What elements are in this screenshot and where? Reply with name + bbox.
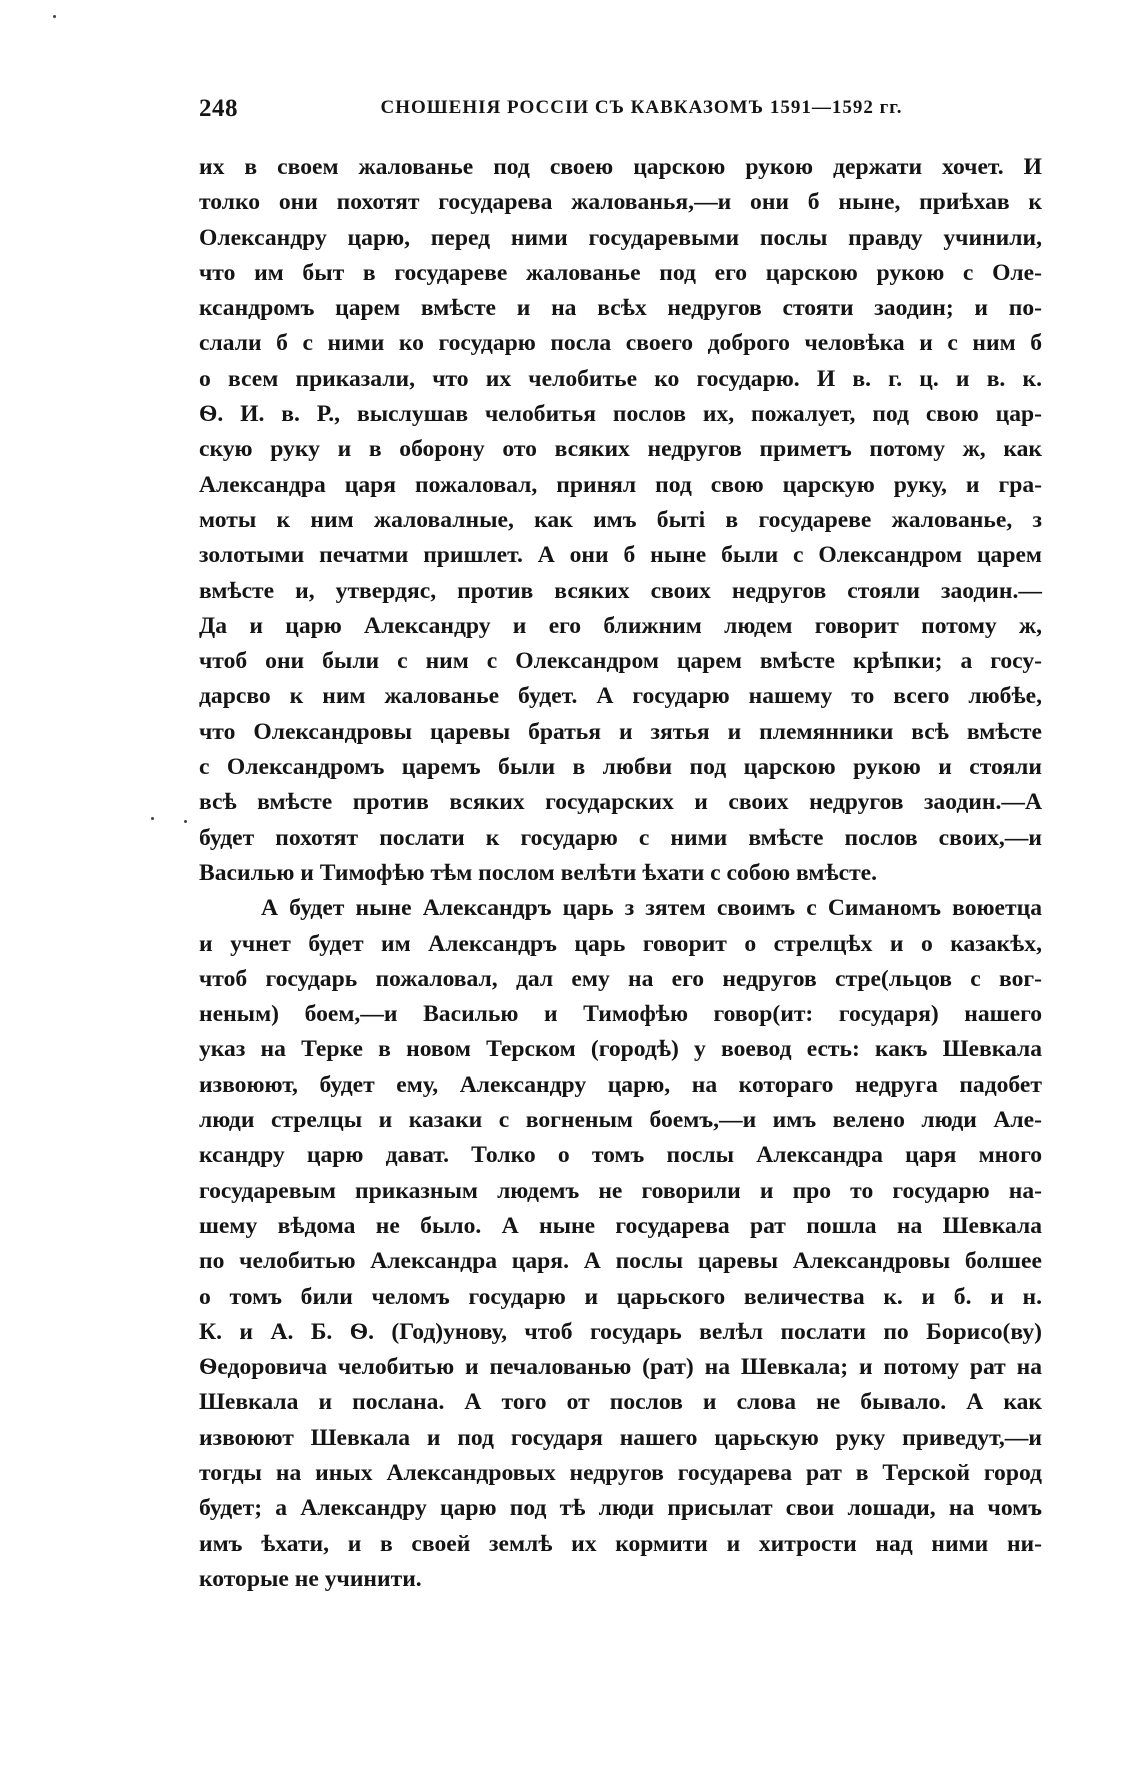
- text-line: Василью и Тимофѣю тѣм послом велѣти ѣхати с собою вмѣсте.: [199, 859, 878, 886]
- text-line: шему вѣдома не было. А ныне государева рат пошла на Шевкала: [199, 1212, 1042, 1239]
- text-line: и учнет будет им Александръ царь говорит о стрелцѣх и о казакѣх,: [199, 930, 1042, 957]
- running-head: СНОШЕНIЯ РОССIИ СЪ КАВКАЗОМЪ 1591—1592 гг.: [380, 97, 903, 118]
- text-line: чтоб они были с ним с Олександром царем вмѣсте крѣпки; а госу-: [199, 648, 1042, 675]
- body-text: [199, 150, 1042, 1597]
- text-line: ксандромъ царем вмѣсте и на всѣх недругов стояти заодин; и по-: [199, 295, 1042, 322]
- text-line: всѣ вмѣсте против всяких государских и своих недругов заодин.—А: [199, 789, 1042, 816]
- page-header: [199, 95, 1029, 135]
- print-speck: [184, 820, 187, 823]
- text-line: будет похотят послати к государю с ними вмѣсте послов своих,—и: [199, 824, 1042, 851]
- text-line: о томъ били челомъ государю и царьского величества к. и б. и н.: [199, 1283, 1042, 1310]
- text-line: А будет ныне Александръ царь з зятем своимъ с Симаномъ воюетца: [261, 895, 1042, 922]
- text-line: государевым приказным людемъ не говорили и про то государю на-: [199, 1177, 1042, 1204]
- print-speck: [151, 817, 154, 820]
- text-line: имъ ѣхати, и в своей землѣ их кормити и хитрости над ними ни-: [199, 1530, 1042, 1557]
- text-line: слали б с ними ко государю посла своего доброго человѣка и с ним б: [199, 330, 1042, 357]
- text-line: что Олександровы царевы братья и зятья и племянники всѣ вмѣсте: [199, 718, 1042, 745]
- text-line: люди стрелцы и казаки с вогненым боемъ,—и имъ велено люди Але-: [199, 1107, 1042, 1134]
- text-line: неным) боем,—и Василью и Тимофѣю говор(ит: государя) нашего: [199, 1001, 1042, 1028]
- text-line: Олександру царю, перед ними государевыми послы правду учинили,: [199, 224, 1042, 251]
- text-line: К. и А. Б. Ѳ. (Год)унову, чтоб государь велѣл послати по Борисо(ву): [199, 1318, 1042, 1345]
- text-line: Ѳ. И. в. Р., выслушав челобитья послов их, пожалует, под свою цар-: [199, 401, 1042, 428]
- page-number: 248: [199, 95, 238, 122]
- text-line: дарсво к ним жалованье будет. А государю нашему то всего любѣе,: [199, 683, 1042, 710]
- text-line: указ на Терке в новом Терском (городѣ) у воевод есть: какъ Шевкала: [199, 1036, 1042, 1063]
- text-line: о всем приказали, что их челобитье ко государю. И в. г. ц. и в. к.: [199, 365, 1042, 392]
- text-line: тогды на иных Александровых недругов государева рат в Терской город: [199, 1459, 1042, 1486]
- text-line: что им быт в государеве жалованье под его царскою рукою с Оле-: [199, 259, 1042, 286]
- text-line: моты к ним жаловалные, как имъ быті в государеве жалованье, з: [199, 506, 1042, 533]
- text-line: толко они похотят государева жалованья,—и они б ныне, приѣхав к: [199, 189, 1042, 216]
- text-line: Александра царя пожаловал, принял под свою царскую руку, и гра-: [199, 471, 1042, 498]
- print-speck: [53, 15, 56, 18]
- text-line: с Олександромъ царемъ были в любви под царскою рукою и стояли: [199, 754, 1042, 781]
- text-line: Шевкала и послана. А того от послов и слова не бывало. А как: [199, 1389, 1042, 1416]
- text-line: чтоб государь пожаловал, дал ему на его недругов стре(льцов с вог-: [199, 965, 1042, 992]
- text-line: ксандру царю дават. Толко о томъ послы Александра царя много: [199, 1142, 1042, 1169]
- text-line: извоюют, будет ему, Александру царю, на котораго недруга падобет: [199, 1071, 1042, 1098]
- text-line: будет; а Александру царю под тѣ люди присылат свои лошади, на чомъ: [199, 1495, 1042, 1522]
- paragraph-1: [199, 150, 1042, 891]
- text-line: золотыми печатми пришлет. А они б ныне были с Олександром царем: [199, 542, 1042, 569]
- text-line: Ѳедоровича челобитью и печалованью (рат) на Шевкала; и потому рат на: [199, 1354, 1042, 1381]
- text-line: извоюют Шевкала и под государя нашего царьскую руку приведут,—и: [199, 1424, 1042, 1451]
- text-line: по челобитью Александра царя. А послы царевы Александровы болшее: [199, 1248, 1042, 1275]
- text-line: вмѣсте и, утвердяс, против всяких своих недругов стояли заодин.—: [199, 577, 1042, 604]
- text-line: скую руку и в оборону ото всяких недругов приметъ потому ж, как: [199, 436, 1042, 463]
- text-line: их в своем жалованье под своею царскою рукою держати хочет. И: [199, 154, 1042, 180]
- text-line: Да и царю Александру и его ближним людем говорит потому ж,: [199, 612, 1042, 639]
- paragraph-2: [199, 891, 1042, 1597]
- text-line: которые не учинити.: [199, 1565, 422, 1592]
